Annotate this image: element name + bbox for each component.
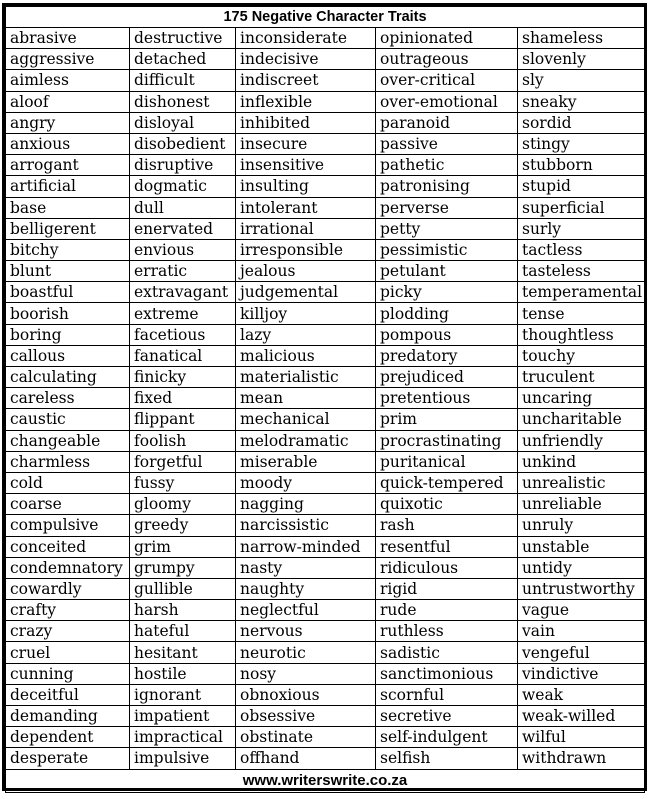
trait-cell: rude <box>376 600 518 621</box>
trait-cell: dishonest <box>130 91 236 112</box>
table-row <box>6 494 645 515</box>
trait-cell: belligerent <box>6 218 130 239</box>
trait-cell: paranoid <box>376 112 518 133</box>
trait-cell: envious <box>130 239 236 260</box>
trait-cell: narrow-minded <box>236 536 376 557</box>
trait-cell: uncaring <box>518 388 645 409</box>
trait-cell: over-emotional <box>376 91 518 112</box>
trait-cell: prejudiced <box>376 367 518 388</box>
trait-cell: quick-tempered <box>376 472 518 493</box>
trait-cell: artificial <box>6 176 130 197</box>
trait-cell: prim <box>376 409 518 430</box>
trait-cell: patronising <box>376 176 518 197</box>
trait-cell: obnoxious <box>236 684 376 705</box>
trait-cell: thoughtless <box>518 324 645 345</box>
trait-cell: cunning <box>6 663 130 684</box>
trait-cell: moody <box>236 472 376 493</box>
trait-cell: hesitant <box>130 642 236 663</box>
trait-cell: hateful <box>130 621 236 642</box>
trait-cell: puritanical <box>376 451 518 472</box>
trait-cell: erratic <box>130 261 236 282</box>
trait-cell: disloyal <box>130 112 236 133</box>
trait-cell: unreliable <box>518 494 645 515</box>
trait-cell: over-critical <box>376 70 518 91</box>
trait-cell: cruel <box>6 642 130 663</box>
trait-cell: flippant <box>130 409 236 430</box>
trait-cell: base <box>6 197 130 218</box>
trait-cell: sadistic <box>376 642 518 663</box>
trait-cell: tasteless <box>518 261 645 282</box>
table-row <box>6 472 645 493</box>
trait-cell: irresponsible <box>236 239 376 260</box>
trait-cell: blunt <box>6 261 130 282</box>
trait-cell: unkind <box>518 451 645 472</box>
trait-cell: mechanical <box>236 409 376 430</box>
traits-body <box>6 28 645 770</box>
table-title: 175 Negative Character Traits <box>6 7 645 28</box>
trait-cell: unfriendly <box>518 430 645 451</box>
trait-cell: lazy <box>236 324 376 345</box>
trait-cell: miserable <box>236 451 376 472</box>
trait-cell: cold <box>6 472 130 493</box>
trait-cell: sneaky <box>518 91 645 112</box>
trait-cell: opinionated <box>376 28 518 49</box>
traits-table <box>5 6 645 793</box>
table-row <box>6 218 645 239</box>
trait-cell: condemnatory <box>6 557 130 578</box>
table-row <box>6 642 645 663</box>
trait-cell: vague <box>518 600 645 621</box>
traits-frame <box>2 3 647 791</box>
table-row <box>6 621 645 642</box>
trait-cell: procrastinating <box>376 430 518 451</box>
trait-cell: gullible <box>130 578 236 599</box>
table-row <box>6 727 645 748</box>
trait-cell: slovenly <box>518 49 645 70</box>
trait-cell: enervated <box>130 218 236 239</box>
table-row <box>6 557 645 578</box>
trait-cell: tactless <box>518 239 645 260</box>
trait-cell: extravagant <box>130 282 236 303</box>
trait-cell: obsessive <box>236 706 376 727</box>
trait-cell: crazy <box>6 621 130 642</box>
trait-cell: neurotic <box>236 642 376 663</box>
trait-cell: gloomy <box>130 494 236 515</box>
table-row <box>6 70 645 91</box>
trait-cell: secretive <box>376 706 518 727</box>
trait-cell: malicious <box>236 345 376 366</box>
trait-cell: aggressive <box>6 49 130 70</box>
trait-cell: foolish <box>130 430 236 451</box>
trait-cell: unstable <box>518 536 645 557</box>
trait-cell: impatient <box>130 706 236 727</box>
trait-cell: unruly <box>518 515 645 536</box>
trait-cell: pompous <box>376 324 518 345</box>
trait-cell: perverse <box>376 197 518 218</box>
trait-cell: fanatical <box>130 345 236 366</box>
trait-cell: stingy <box>518 133 645 154</box>
trait-cell: detached <box>130 49 236 70</box>
trait-cell: self-indulgent <box>376 727 518 748</box>
trait-cell: compulsive <box>6 515 130 536</box>
trait-cell: jealous <box>236 261 376 282</box>
trait-cell: untidy <box>518 557 645 578</box>
trait-cell: finicky <box>130 367 236 388</box>
table-row <box>6 430 645 451</box>
trait-cell: forgetful <box>130 451 236 472</box>
trait-cell: sly <box>518 70 645 91</box>
table-row <box>6 684 645 705</box>
table-row <box>6 239 645 260</box>
trait-cell: weak <box>518 684 645 705</box>
trait-cell: pretentious <box>376 388 518 409</box>
trait-cell: touchy <box>518 345 645 366</box>
trait-cell: extreme <box>130 303 236 324</box>
trait-cell: intolerant <box>236 197 376 218</box>
trait-cell: coarse <box>6 494 130 515</box>
table-row <box>6 282 645 303</box>
trait-cell: nasty <box>236 557 376 578</box>
trait-cell: predatory <box>376 345 518 366</box>
table-row <box>6 155 645 176</box>
trait-cell: deceitful <box>6 684 130 705</box>
website-footer: www.writerswrite.co.za <box>6 769 645 792</box>
trait-cell: bitchy <box>6 239 130 260</box>
trait-cell: indiscreet <box>236 70 376 91</box>
trait-cell: pathetic <box>376 155 518 176</box>
trait-cell: fussy <box>130 472 236 493</box>
trait-cell: temperamental <box>518 282 645 303</box>
trait-cell: insensitive <box>236 155 376 176</box>
trait-cell: impractical <box>130 727 236 748</box>
table-row <box>6 91 645 112</box>
trait-cell: crafty <box>6 600 130 621</box>
trait-cell: inhibited <box>236 112 376 133</box>
trait-cell: nervous <box>236 621 376 642</box>
table-row <box>6 578 645 599</box>
trait-cell: resentful <box>376 536 518 557</box>
trait-cell: petulant <box>376 261 518 282</box>
trait-cell: inflexible <box>236 91 376 112</box>
trait-cell: boring <box>6 324 130 345</box>
trait-cell: dogmatic <box>130 176 236 197</box>
trait-cell: killjoy <box>236 303 376 324</box>
trait-cell: sordid <box>518 112 645 133</box>
trait-cell: superficial <box>518 197 645 218</box>
trait-cell: destructive <box>130 28 236 49</box>
trait-cell: surly <box>518 218 645 239</box>
trait-cell: melodramatic <box>236 430 376 451</box>
table-row <box>6 367 645 388</box>
trait-cell: nagging <box>236 494 376 515</box>
trait-cell: harsh <box>130 600 236 621</box>
table-row <box>6 303 645 324</box>
trait-cell: conceited <box>6 536 130 557</box>
trait-cell: insecure <box>236 133 376 154</box>
table-row <box>6 324 645 345</box>
trait-cell: dull <box>130 197 236 218</box>
trait-cell: selfish <box>376 748 518 769</box>
trait-cell: judgemental <box>236 282 376 303</box>
trait-cell: neglectful <box>236 600 376 621</box>
trait-cell: aloof <box>6 91 130 112</box>
trait-cell: naughty <box>236 578 376 599</box>
table-row <box>6 536 645 557</box>
trait-cell: cowardly <box>6 578 130 599</box>
trait-cell: impulsive <box>130 748 236 769</box>
table-row <box>6 133 645 154</box>
trait-cell: truculent <box>518 367 645 388</box>
table-row <box>6 515 645 536</box>
trait-cell: rigid <box>376 578 518 599</box>
trait-cell: pessimistic <box>376 239 518 260</box>
trait-cell: demanding <box>6 706 130 727</box>
trait-cell: sanctimonious <box>376 663 518 684</box>
trait-cell: hostile <box>130 663 236 684</box>
trait-cell: aimless <box>6 70 130 91</box>
table-row <box>6 112 645 133</box>
table-row <box>6 388 645 409</box>
trait-cell: quixotic <box>376 494 518 515</box>
trait-cell: unrealistic <box>518 472 645 493</box>
trait-cell: greedy <box>130 515 236 536</box>
table-row <box>6 261 645 282</box>
trait-cell: offhand <box>236 748 376 769</box>
trait-cell: indecisive <box>236 49 376 70</box>
trait-cell: vindictive <box>518 663 645 684</box>
trait-cell: scornful <box>376 684 518 705</box>
trait-cell: ignorant <box>130 684 236 705</box>
table-row <box>6 706 645 727</box>
trait-cell: ridiculous <box>376 557 518 578</box>
trait-cell: boastful <box>6 282 130 303</box>
trait-cell: nosy <box>236 663 376 684</box>
table-row <box>6 451 645 472</box>
trait-cell: mean <box>236 388 376 409</box>
table-row <box>6 409 645 430</box>
table-row <box>6 28 645 49</box>
trait-cell: stubborn <box>518 155 645 176</box>
trait-cell: disruptive <box>130 155 236 176</box>
trait-cell: difficult <box>130 70 236 91</box>
table-row <box>6 197 645 218</box>
trait-cell: rash <box>376 515 518 536</box>
trait-cell: ruthless <box>376 621 518 642</box>
trait-cell: callous <box>6 345 130 366</box>
trait-cell: insulting <box>236 176 376 197</box>
table-row <box>6 176 645 197</box>
trait-cell: withdrawn <box>518 748 645 769</box>
trait-cell: passive <box>376 133 518 154</box>
trait-cell: untrustworthy <box>518 578 645 599</box>
trait-cell: arrogant <box>6 155 130 176</box>
trait-cell: materialistic <box>236 367 376 388</box>
trait-cell: uncharitable <box>518 409 645 430</box>
trait-cell: irrational <box>236 218 376 239</box>
trait-cell: inconsiderate <box>236 28 376 49</box>
trait-cell: careless <box>6 388 130 409</box>
trait-cell: disobedient <box>130 133 236 154</box>
trait-cell: calculating <box>6 367 130 388</box>
trait-cell: narcissistic <box>236 515 376 536</box>
trait-cell: angry <box>6 112 130 133</box>
table-row <box>6 600 645 621</box>
trait-cell: tense <box>518 303 645 324</box>
trait-cell: boorish <box>6 303 130 324</box>
table-row <box>6 748 645 769</box>
trait-cell: plodding <box>376 303 518 324</box>
table-row <box>6 49 645 70</box>
trait-cell: anxious <box>6 133 130 154</box>
trait-cell: charmless <box>6 451 130 472</box>
trait-cell: obstinate <box>236 727 376 748</box>
trait-cell: abrasive <box>6 28 130 49</box>
table-row <box>6 663 645 684</box>
trait-cell: shameless <box>518 28 645 49</box>
table-row <box>6 345 645 366</box>
trait-cell: caustic <box>6 409 130 430</box>
trait-cell: vengeful <box>518 642 645 663</box>
trait-cell: grim <box>130 536 236 557</box>
trait-cell: grumpy <box>130 557 236 578</box>
trait-cell: stupid <box>518 176 645 197</box>
trait-cell: facetious <box>130 324 236 345</box>
trait-cell: desperate <box>6 748 130 769</box>
trait-cell: weak-willed <box>518 706 645 727</box>
trait-cell: fixed <box>130 388 236 409</box>
trait-cell: vain <box>518 621 645 642</box>
trait-cell: changeable <box>6 430 130 451</box>
trait-cell: picky <box>376 282 518 303</box>
trait-cell: dependent <box>6 727 130 748</box>
trait-cell: wilful <box>518 727 645 748</box>
trait-cell: outrageous <box>376 49 518 70</box>
trait-cell: petty <box>376 218 518 239</box>
